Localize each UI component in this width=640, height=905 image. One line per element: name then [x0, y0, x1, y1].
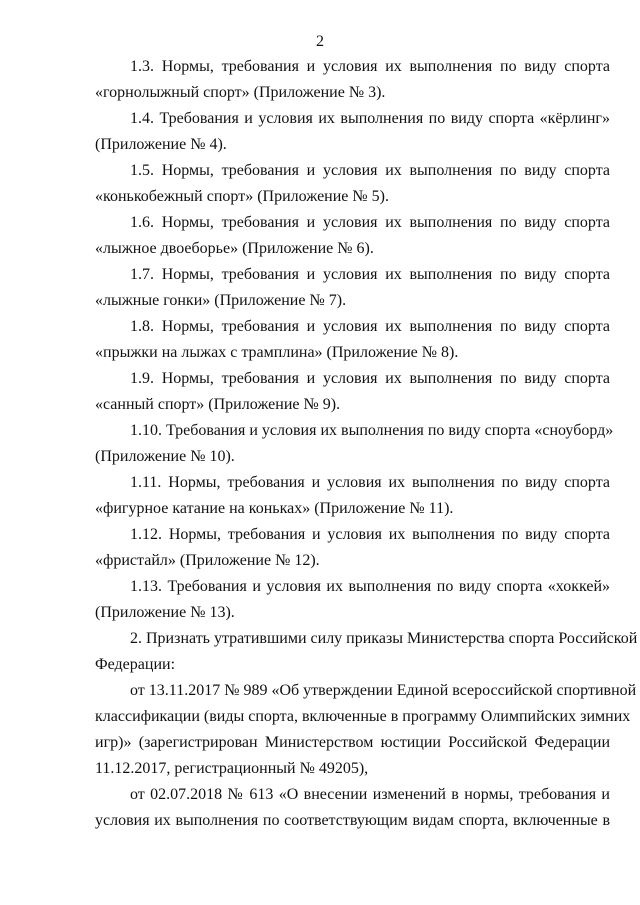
paragraph-line: от 02.07.2018 № 613 «О внесении изменений в нормы, требования и [130, 786, 610, 803]
paragraph [95, 314, 610, 366]
paragraph [95, 262, 610, 314]
paragraph-line: 1.6. Нормы, требования и условия их выполнения по виду спорта [130, 214, 610, 231]
paragraph-line: 1.7. Нормы, требования и условия их выполнения по виду спорта [130, 266, 610, 283]
paragraph [95, 366, 610, 418]
paragraph-line: 1.5. Нормы, требования и условия их выполнения по виду спорта [130, 162, 610, 179]
paragraph [95, 418, 614, 470]
paragraph [95, 158, 610, 210]
paragraph-line: 2. Признать утратившими силу приказы Министерства спорта Российской [130, 630, 638, 647]
page-number: 2 [316, 33, 324, 50]
paragraph [95, 210, 610, 262]
paragraph-line: 1.4. Требования и условия их выполнения по виду спорта «кёрлинг» [130, 110, 610, 127]
paragraph-line: от 13.11.2017 № 989 «Об утверждении Единой всероссийской спортивной [130, 682, 637, 699]
paragraph-line: 1.12. Нормы, требования и условия их выполнения по виду спорта [130, 526, 610, 543]
paragraph-line: «фристайл» (Приложение № 12). [95, 552, 320, 569]
paragraph-line: «конькобежный спорт» (Приложение № 5). [95, 188, 389, 205]
paragraph-line: (Приложение № 13). [95, 604, 235, 621]
paragraph-line: «санный спорт» (Приложение № 9). [95, 396, 341, 413]
paragraph-line: «горнолыжный спорт» (Приложение № 3). [95, 84, 386, 101]
paragraph [95, 678, 637, 782]
paragraph-line: 1.3. Нормы, требования и условия их выполнения по виду спорта [130, 58, 610, 75]
paragraph-line: 1.11. Нормы, требования и условия их выполнения по виду спорта [130, 474, 610, 491]
paragraph-line: 1.13. Требования и условия их выполнения по виду спорта «хоккей» [130, 578, 610, 595]
paragraph-line: «прыжки на лыжах с трамплина» (Приложение № 8). [95, 344, 459, 361]
paragraph-line: «фигурное катание на коньках» (Приложение № 11). [95, 500, 454, 517]
paragraph-line: 1.8. Нормы, требования и условия их выполнения по виду спорта [130, 318, 610, 335]
paragraph [95, 782, 610, 834]
paragraph [95, 106, 610, 158]
document-body [95, 54, 638, 834]
paragraph [95, 54, 610, 106]
paragraph-line: классификации (виды спорта, включенные в программу Олимпийских зимних [95, 708, 631, 725]
paragraph-line: Федерации: [95, 656, 176, 673]
paragraph-line: «лыжные гонки» (Приложение № 7). [95, 292, 347, 309]
paragraph-line: (Приложение № 10). [95, 448, 235, 465]
paragraph-line: 1.9. Нормы, требования и условия их выполнения по виду спорта [130, 370, 610, 387]
paragraph [95, 626, 638, 678]
paragraph-line: игр)» (зарегистрирован Министерством юстиции Российской Федерации [95, 734, 610, 751]
paragraph-line: «лыжное двоеборье» (Приложение № 6). [95, 240, 374, 257]
paragraph [95, 470, 610, 522]
paragraph-line: 11.12.2017, регистрационный № 49205), [95, 760, 369, 777]
paragraph [95, 574, 610, 626]
paragraph [95, 522, 610, 574]
paragraph-line: условия их выполнения по соответствующим видам спорта, включенные в [95, 812, 610, 829]
paragraph-line: (Приложение № 4). [95, 136, 227, 153]
paragraph-line: 1.10. Требования и условия их выполнения по виду спорта «сноуборд» [130, 422, 614, 439]
